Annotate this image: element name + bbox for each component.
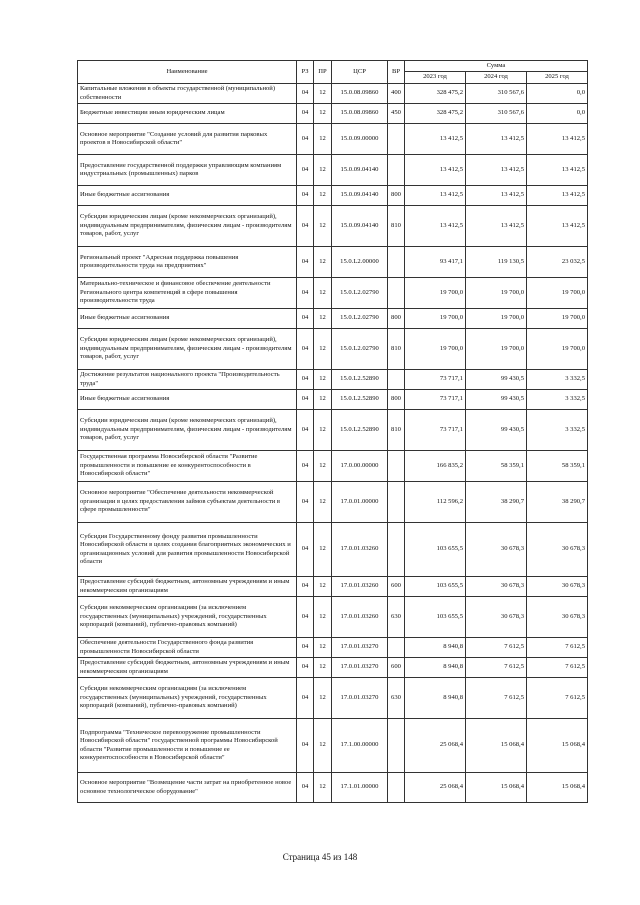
row-csr: 17.0.01.00000 <box>332 482 388 523</box>
row-amount-2024: 19 700,0 <box>466 309 527 329</box>
row-amount-2024: 19 700,0 <box>466 278 527 309</box>
row-name: Иные бюджетные ассигнования <box>78 390 297 410</box>
row-csr: 17.1.00.00000 <box>332 719 388 773</box>
row-vr <box>388 719 405 773</box>
header-csr: ЦСР <box>332 61 388 84</box>
row-amount-2025: 3 332,5 <box>527 370 588 390</box>
table-row <box>78 104 588 124</box>
row-vr: 630 <box>388 597 405 638</box>
row-name: Субсидии некоммерческим организациям (за исключением государственных (муниципальных) учреждений, государственных корпораций (компаний), публично-правовых компаний) <box>78 597 297 638</box>
row-amount-2024: 15 068,4 <box>466 719 527 773</box>
row-amount-2025: 0,0 <box>527 104 588 124</box>
table-row <box>78 84 588 104</box>
row-name: Достижение результатов национального проекта "Производительность труда" <box>78 370 297 390</box>
row-csr: 15.0.09.04140 <box>332 155 388 186</box>
row-vr <box>388 124 405 155</box>
row-amount-2024: 13 412,5 <box>466 124 527 155</box>
row-amount-2024: 7 612,5 <box>466 678 527 719</box>
row-vr: 400 <box>388 84 405 104</box>
table-row <box>78 577 588 597</box>
row-amount-2023: 328 475,2 <box>405 84 466 104</box>
row-vr: 600 <box>388 658 405 678</box>
row-rz: 04 <box>297 390 314 410</box>
table-row <box>78 206 588 247</box>
table-row <box>78 451 588 482</box>
row-csr: 17.0.01.03270 <box>332 678 388 719</box>
row-csr: 17.1.01.00000 <box>332 773 388 803</box>
row-amount-2023: 103 655,5 <box>405 577 466 597</box>
row-rz: 04 <box>297 309 314 329</box>
header-pr: ПР <box>314 61 332 84</box>
row-amount-2025: 38 290,7 <box>527 482 588 523</box>
row-amount-2025: 13 412,5 <box>527 186 588 206</box>
row-amount-2025: 7 612,5 <box>527 638 588 658</box>
row-name: Субсидии некоммерческим организациям (за исключением государственных (муниципальных) учреждений, государственных корпораций (компаний), публично-правовых компаний) <box>78 678 297 719</box>
row-amount-2023: 19 700,0 <box>405 309 466 329</box>
row-pr: 12 <box>314 773 332 803</box>
row-csr: 17.0.00.00000 <box>332 451 388 482</box>
row-name: Предоставление субсидий бюджетным, автономным учреждениям и иным некоммерческим организациям <box>78 658 297 678</box>
row-name: Субсидии юридическим лицам (кроме некоммерческих организаций), индивидуальным предпринимателям, физическим лицам - производителям товаров, работ, услуг <box>78 206 297 247</box>
row-csr: 15.0.L2.02790 <box>332 309 388 329</box>
row-rz: 04 <box>297 523 314 577</box>
header-vr: ВР <box>388 61 405 84</box>
row-amount-2024: 99 430,5 <box>466 410 527 451</box>
row-csr: 17.0.01.03270 <box>332 638 388 658</box>
row-amount-2023: 73 717,1 <box>405 390 466 410</box>
row-amount-2024: 30 678,3 <box>466 597 527 638</box>
row-vr: 600 <box>388 577 405 597</box>
row-csr: 15.0.L2.00000 <box>332 247 388 278</box>
row-amount-2025: 13 412,5 <box>527 124 588 155</box>
table-row <box>78 124 588 155</box>
budget-table <box>77 60 588 803</box>
table-row <box>78 278 588 309</box>
row-amount-2025: 7 612,5 <box>527 658 588 678</box>
row-pr: 12 <box>314 597 332 638</box>
header-sum: Сумма <box>405 61 588 72</box>
row-pr: 12 <box>314 523 332 577</box>
row-rz: 04 <box>297 278 314 309</box>
row-rz: 04 <box>297 206 314 247</box>
row-rz: 04 <box>297 84 314 104</box>
row-amount-2023: 8 940,8 <box>405 638 466 658</box>
table-row <box>78 719 588 773</box>
row-amount-2023: 19 700,0 <box>405 329 466 370</box>
row-rz: 04 <box>297 247 314 278</box>
row-rz: 04 <box>297 104 314 124</box>
table-row <box>78 523 588 577</box>
row-amount-2025: 19 700,0 <box>527 309 588 329</box>
row-name: Субсидии юридическим лицам (кроме некоммерческих организаций), индивидуальным предпринимателям, физическим лицам - производителям товаров, работ, услуг <box>78 410 297 451</box>
row-amount-2024: 13 412,5 <box>466 186 527 206</box>
row-amount-2024: 99 430,5 <box>466 390 527 410</box>
row-amount-2025: 13 412,5 <box>527 206 588 247</box>
row-amount-2023: 8 940,8 <box>405 658 466 678</box>
row-csr: 15.0.09.04140 <box>332 206 388 247</box>
row-pr: 12 <box>314 155 332 186</box>
row-amount-2023: 328 475,2 <box>405 104 466 124</box>
row-rz: 04 <box>297 329 314 370</box>
row-vr <box>388 773 405 803</box>
row-amount-2025: 30 678,3 <box>527 577 588 597</box>
row-pr: 12 <box>314 124 332 155</box>
row-rz: 04 <box>297 658 314 678</box>
row-vr <box>388 278 405 309</box>
row-rz: 04 <box>297 597 314 638</box>
row-amount-2025: 3 332,5 <box>527 390 588 410</box>
table-row <box>78 678 588 719</box>
row-name: Субсидия Государственному фонду развития промышленности Новосибирской области в целях создания благоприятных экономических и организационных условий для развития промышленности Новосибирской области <box>78 523 297 577</box>
row-pr: 12 <box>314 206 332 247</box>
row-rz: 04 <box>297 773 314 803</box>
row-name: Предоставление государственной поддержки управляющим компаниям индустриальных (промышленных) парков <box>78 155 297 186</box>
row-amount-2024: 7 612,5 <box>466 658 527 678</box>
row-vr: 800 <box>388 390 405 410</box>
row-pr: 12 <box>314 186 332 206</box>
row-name: Иные бюджетные ассигнования <box>78 309 297 329</box>
table-row <box>78 638 588 658</box>
row-name: Основное мероприятие "Создание условий для развития парковых проектов в Новосибирской области" <box>78 124 297 155</box>
row-name: Государственная программа Новосибирской области "Развитие промышленности и повышение ее конкурентоспособности в Новосибирской области" <box>78 451 297 482</box>
row-amount-2024: 19 700,0 <box>466 329 527 370</box>
row-amount-2025: 3 332,5 <box>527 410 588 451</box>
row-csr: 15.0.L2.52890 <box>332 410 388 451</box>
row-vr: 810 <box>388 410 405 451</box>
row-pr: 12 <box>314 678 332 719</box>
row-csr: 15.0.L2.52890 <box>332 370 388 390</box>
row-csr: 17.0.01.03270 <box>332 658 388 678</box>
row-pr: 12 <box>314 482 332 523</box>
row-csr: 17.0.01.03260 <box>332 577 388 597</box>
row-csr: 15.0.09.04140 <box>332 186 388 206</box>
row-pr: 12 <box>314 577 332 597</box>
row-csr: 15.0.08.09860 <box>332 104 388 124</box>
row-amount-2023: 103 655,5 <box>405 523 466 577</box>
row-csr: 15.0.L2.02790 <box>332 278 388 309</box>
row-amount-2024: 30 678,3 <box>466 577 527 597</box>
row-amount-2023: 93 417,1 <box>405 247 466 278</box>
row-pr: 12 <box>314 84 332 104</box>
table-header <box>78 61 588 84</box>
table-row <box>78 597 588 638</box>
table-body <box>78 84 588 803</box>
table-row <box>78 155 588 186</box>
row-vr <box>388 247 405 278</box>
row-amount-2023: 73 717,1 <box>405 370 466 390</box>
row-amount-2024: 119 130,5 <box>466 247 527 278</box>
row-amount-2025: 19 700,0 <box>527 278 588 309</box>
row-amount-2024: 58 359,1 <box>466 451 527 482</box>
row-amount-2023: 25 068,4 <box>405 719 466 773</box>
header-year-2023: 2023 год <box>405 72 466 84</box>
row-amount-2025: 30 678,3 <box>527 597 588 638</box>
row-amount-2025: 15 068,4 <box>527 719 588 773</box>
row-vr <box>388 451 405 482</box>
row-amount-2025: 30 678,3 <box>527 523 588 577</box>
row-name: Подпрограмма "Техническое перевооружение промышленности Новосибирской области" государственной программы Новосибирской области "Развитие промышленности и повышение ее конкурентоспособности в Новосибирской области" <box>78 719 297 773</box>
row-name: Субсидии юридическим лицам (кроме некоммерческих организаций), индивидуальным предпринимателям, физическим лицам - производителям товаров, работ, услуг <box>78 329 297 370</box>
row-vr <box>388 638 405 658</box>
row-pr: 12 <box>314 658 332 678</box>
row-rz: 04 <box>297 124 314 155</box>
table-row <box>78 410 588 451</box>
table-row <box>78 482 588 523</box>
row-amount-2023: 13 412,5 <box>405 155 466 186</box>
row-name: Бюджетные инвестиции иным юридическим лицам <box>78 104 297 124</box>
row-rz: 04 <box>297 186 314 206</box>
table-row <box>78 390 588 410</box>
row-pr: 12 <box>314 390 332 410</box>
row-name: Основное мероприятие "Возмещение части затрат на приобретенное новое основное технологическое оборудование" <box>78 773 297 803</box>
row-pr: 12 <box>314 247 332 278</box>
row-rz: 04 <box>297 370 314 390</box>
row-vr: 810 <box>388 329 405 370</box>
row-name: Материально-техническое и финансовое обеспечение деятельности Регионального центра компетенций в сфере повышения производительности труда <box>78 278 297 309</box>
row-vr: 630 <box>388 678 405 719</box>
table-row <box>78 773 588 803</box>
header-year-2025: 2025 год <box>527 72 588 84</box>
row-pr: 12 <box>314 451 332 482</box>
row-rz: 04 <box>297 451 314 482</box>
row-amount-2023: 19 700,0 <box>405 278 466 309</box>
header-year-2024: 2024 год <box>466 72 527 84</box>
row-rz: 04 <box>297 155 314 186</box>
row-amount-2023: 73 717,1 <box>405 410 466 451</box>
row-vr: 810 <box>388 206 405 247</box>
row-vr <box>388 523 405 577</box>
page-number: Страница 45 из 148 <box>282 852 358 862</box>
row-csr: 15.0.09.00000 <box>332 124 388 155</box>
row-vr <box>388 155 405 186</box>
row-amount-2025: 19 700,0 <box>527 329 588 370</box>
row-amount-2024: 7 612,5 <box>466 638 527 658</box>
row-vr <box>388 370 405 390</box>
row-pr: 12 <box>314 410 332 451</box>
row-name: Основное мероприятие "Обеспечение деятельности некоммерческой организации в целях предоставления займов субъектам деятельности в сфере промышленности" <box>78 482 297 523</box>
row-amount-2023: 103 655,5 <box>405 597 466 638</box>
row-amount-2024: 310 567,6 <box>466 104 527 124</box>
row-amount-2025: 13 412,5 <box>527 155 588 186</box>
row-amount-2024: 13 412,5 <box>466 206 527 247</box>
row-name: Капитальные вложения в объекты государственной (муниципальной) собственности <box>78 84 297 104</box>
row-amount-2024: 99 430,5 <box>466 370 527 390</box>
table-row <box>78 370 588 390</box>
row-csr: 17.0.01.03260 <box>332 597 388 638</box>
row-amount-2025: 23 032,5 <box>527 247 588 278</box>
row-amount-2024: 13 412,5 <box>466 155 527 186</box>
header-rz: РЗ <box>297 61 314 84</box>
row-rz: 04 <box>297 482 314 523</box>
row-pr: 12 <box>314 719 332 773</box>
row-amount-2025: 0,0 <box>527 84 588 104</box>
row-vr: 800 <box>388 186 405 206</box>
row-amount-2023: 166 835,2 <box>405 451 466 482</box>
header-name: Наименование <box>78 61 297 84</box>
row-rz: 04 <box>297 577 314 597</box>
row-vr <box>388 482 405 523</box>
row-csr: 15.0.08.09860 <box>332 84 388 104</box>
row-pr: 12 <box>314 309 332 329</box>
row-csr: 17.0.01.03260 <box>332 523 388 577</box>
row-vr: 800 <box>388 309 405 329</box>
table-row <box>78 329 588 370</box>
row-amount-2023: 112 596,2 <box>405 482 466 523</box>
row-pr: 12 <box>314 329 332 370</box>
row-amount-2025: 7 612,5 <box>527 678 588 719</box>
row-vr: 450 <box>388 104 405 124</box>
row-name: Предоставление субсидий бюджетным, автономным учреждениям и иным некоммерческим организациям <box>78 577 297 597</box>
row-amount-2023: 25 068,4 <box>405 773 466 803</box>
row-rz: 04 <box>297 719 314 773</box>
row-rz: 04 <box>297 410 314 451</box>
row-amount-2025: 15 068,4 <box>527 773 588 803</box>
row-rz: 04 <box>297 638 314 658</box>
row-name: Обеспечение деятельности Государственного фонда развития промышленности Новосибирской области <box>78 638 297 658</box>
row-amount-2024: 15 068,4 <box>466 773 527 803</box>
row-pr: 12 <box>314 370 332 390</box>
row-csr: 15.0.L2.02790 <box>332 329 388 370</box>
table-row <box>78 247 588 278</box>
row-amount-2023: 8 940,8 <box>405 678 466 719</box>
row-amount-2024: 30 678,3 <box>466 523 527 577</box>
row-amount-2023: 13 412,5 <box>405 124 466 155</box>
table-row <box>78 658 588 678</box>
table-row <box>78 309 588 329</box>
row-amount-2023: 13 412,5 <box>405 206 466 247</box>
row-amount-2023: 13 412,5 <box>405 186 466 206</box>
row-rz: 04 <box>297 678 314 719</box>
row-csr: 15.0.L2.52890 <box>332 390 388 410</box>
row-pr: 12 <box>314 638 332 658</box>
row-amount-2024: 38 290,7 <box>466 482 527 523</box>
row-name: Региональный проект "Адресная поддержка повышения производительности труда на предприятиях" <box>78 247 297 278</box>
row-amount-2024: 310 567,6 <box>466 84 527 104</box>
row-pr: 12 <box>314 104 332 124</box>
row-amount-2025: 58 359,1 <box>527 451 588 482</box>
row-pr: 12 <box>314 278 332 309</box>
row-name: Иные бюджетные ассигнования <box>78 186 297 206</box>
table-row <box>78 186 588 206</box>
